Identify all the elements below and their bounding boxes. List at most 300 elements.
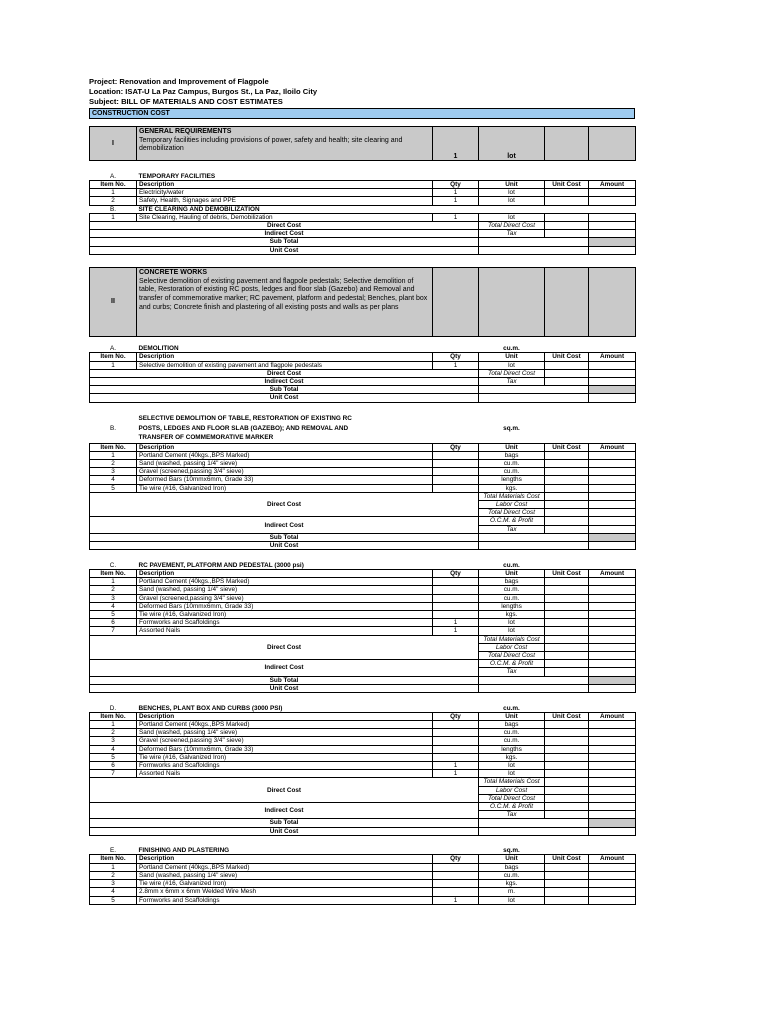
total-direct-cost-label: Total Direct Cost xyxy=(479,369,545,377)
table-row xyxy=(90,246,636,254)
indirect-cost-label: Indirect Cost xyxy=(90,378,479,386)
section-title-row xyxy=(90,847,636,855)
item-unit: lot xyxy=(479,213,545,221)
sub-total-amount xyxy=(589,533,636,541)
item-no: 1 xyxy=(90,361,137,369)
spacer-row xyxy=(90,402,636,414)
item-unit-cost xyxy=(545,594,589,602)
item-unit-cost xyxy=(545,602,589,610)
table-cell xyxy=(589,369,636,377)
table-cell xyxy=(589,127,636,161)
table-cell xyxy=(433,267,479,336)
item-unit-cost xyxy=(545,745,589,753)
spacer-row xyxy=(90,693,636,705)
item-qty xyxy=(433,753,479,761)
item-qty xyxy=(433,594,479,602)
item-description: Tie wire (#16, Galvanized Iron) xyxy=(137,484,433,492)
table-cell xyxy=(589,802,636,810)
section-letter: B. xyxy=(109,424,117,432)
col-unit-cost: Unit Cost xyxy=(545,712,589,720)
item-description: Deformed Bars (10mmx6mm, Grade 33) xyxy=(137,745,433,753)
table-cell xyxy=(589,517,636,525)
table-row xyxy=(90,221,636,229)
project-line: Project: Renovation and Improvement of Flagpole xyxy=(89,77,269,86)
line-item-row xyxy=(90,896,636,904)
item-unit: kgs. xyxy=(479,611,545,619)
col-unit-cost: Unit Cost xyxy=(545,855,589,863)
indirect-cost-label: Indirect Cost xyxy=(90,660,479,676)
tax-label: Tax xyxy=(479,525,545,533)
item-unit: cu.m. xyxy=(479,729,545,737)
table-cell xyxy=(589,205,636,213)
table-cell xyxy=(545,492,589,500)
table-cell xyxy=(589,492,636,500)
cost-table xyxy=(89,119,636,905)
table-cell xyxy=(479,238,589,246)
unit-cost-label: Unit Cost xyxy=(90,827,479,835)
table-row xyxy=(90,517,636,525)
part-qty: 1 xyxy=(433,127,479,161)
col-unit-cost: Unit Cost xyxy=(545,569,589,577)
part-unit: lot xyxy=(479,127,545,161)
sub-total-amount xyxy=(589,386,636,394)
item-unit-cost xyxy=(545,361,589,369)
table-cell xyxy=(589,684,636,692)
item-amount xyxy=(589,753,636,761)
table-cell xyxy=(589,246,636,254)
section-title-row xyxy=(90,345,636,353)
section-title-row xyxy=(90,562,636,570)
table-cell xyxy=(545,509,589,517)
line-item-row xyxy=(90,611,636,619)
item-amount xyxy=(589,745,636,753)
item-unit: kgs. xyxy=(479,484,545,492)
section-unit: cu.m. xyxy=(503,345,520,353)
table-cell xyxy=(479,676,589,684)
col-item-no: Item No. xyxy=(90,443,137,451)
table-cell xyxy=(589,668,636,676)
item-qty xyxy=(433,476,479,484)
item-amount xyxy=(589,888,636,896)
item-qty xyxy=(433,729,479,737)
line-item-row xyxy=(90,361,636,369)
col-unit-cost: Unit Cost xyxy=(545,180,589,188)
direct-cost-label: Direct Cost xyxy=(90,635,479,660)
col-description: Description xyxy=(137,353,433,361)
item-qty: 1 xyxy=(433,627,479,635)
col-qty: Qty xyxy=(433,443,479,451)
table-cell xyxy=(545,127,589,161)
table-cell xyxy=(545,562,589,570)
item-unit: lot xyxy=(479,361,545,369)
section-letter: E. xyxy=(109,847,117,855)
section-unit: cu.m. xyxy=(503,704,520,712)
item-unit-cost xyxy=(545,627,589,635)
item-description: Portland Cement (40kgs.,BPS Marked) xyxy=(137,578,433,586)
section-unit xyxy=(479,173,545,181)
line-item-row xyxy=(90,451,636,459)
line-item-row xyxy=(90,770,636,778)
line-item-row xyxy=(90,888,636,896)
table-row xyxy=(90,378,636,386)
table-cell xyxy=(589,778,636,786)
item-unit-cost xyxy=(545,619,589,627)
section-letter: A. xyxy=(109,172,117,180)
table-cell xyxy=(545,668,589,676)
item-no: 2 xyxy=(90,871,137,879)
table-cell xyxy=(545,802,589,810)
item-unit: lot xyxy=(479,197,545,205)
item-amount xyxy=(589,619,636,627)
line-item-row xyxy=(90,761,636,769)
spacer-row xyxy=(90,161,636,173)
item-no: 5 xyxy=(90,896,137,904)
item-qty: 1 xyxy=(433,770,479,778)
item-unit-cost xyxy=(545,737,589,745)
table-cell xyxy=(545,705,589,713)
item-description: Sand (washed, passing 1/4" sieve) xyxy=(137,460,433,468)
item-unit: kgs. xyxy=(479,880,545,888)
item-no: 5 xyxy=(90,484,137,492)
table-cell xyxy=(545,345,589,353)
item-unit-cost xyxy=(545,611,589,619)
item-amount xyxy=(589,611,636,619)
part-text: Selective demolition of existing pavement and flagpole pedestals; Selective demolition of table, Restoration of existing RC posts, ledges and floor slab (Gazebo) and Removal and transfer of commemorative marker; RC pavement, platform and pedestal; Benches, plant box and curbs; Concrete finish and plastering of all existing posts and walls as per plans xyxy=(139,277,428,311)
table-cell xyxy=(545,230,589,238)
col-qty: Qty xyxy=(433,855,479,863)
item-unit: bags xyxy=(479,863,545,871)
table-cell xyxy=(479,386,589,394)
table-cell xyxy=(589,230,636,238)
col-description: Description xyxy=(137,855,433,863)
sub-total-label: Sub Total xyxy=(90,386,479,394)
indirect-cost-label: Indirect Cost xyxy=(90,517,479,533)
ocm-profit-label: O.C.M. & Profit xyxy=(479,517,545,525)
table-row xyxy=(90,533,636,541)
total-materials-cost-label: Total Materials Cost xyxy=(479,778,545,786)
item-unit-cost xyxy=(545,880,589,888)
table-cell xyxy=(589,414,636,443)
item-amount xyxy=(589,460,636,468)
item-qty: 1 xyxy=(433,896,479,904)
table-cell xyxy=(479,394,589,402)
item-description: Tie wire (#16, Galvanized Iron) xyxy=(137,753,433,761)
item-amount xyxy=(589,476,636,484)
table-cell xyxy=(589,635,636,643)
column-header-row xyxy=(90,353,636,361)
line-item-row xyxy=(90,880,636,888)
table-cell xyxy=(545,414,589,443)
item-qty xyxy=(433,720,479,728)
item-unit-cost xyxy=(545,871,589,879)
item-unit: m. xyxy=(479,888,545,896)
table-cell xyxy=(589,847,636,855)
part-title: CONCRETE WORKS xyxy=(139,268,208,276)
line-item-row xyxy=(90,720,636,728)
table-cell xyxy=(589,542,636,550)
item-no: 3 xyxy=(90,737,137,745)
item-unit: lot xyxy=(479,761,545,769)
col-unit: Unit xyxy=(479,569,545,577)
item-description: Deformed Bars (10mmx6mm, Grade 33) xyxy=(137,602,433,610)
line-item-row xyxy=(90,619,636,627)
item-unit-cost xyxy=(545,578,589,586)
unit-cost-label: Unit Cost xyxy=(90,684,479,692)
table-cell xyxy=(545,378,589,386)
item-description: Gravel (screened,passing 3/4" sieve) xyxy=(137,468,433,476)
line-item-row xyxy=(90,197,636,205)
labor-cost-label: Labor Cost xyxy=(479,643,545,651)
item-no: 1 xyxy=(90,213,137,221)
part-numeral: II xyxy=(90,267,137,336)
col-unit: Unit xyxy=(479,855,545,863)
item-qty xyxy=(433,871,479,879)
table-row xyxy=(90,492,636,500)
table-cell xyxy=(589,643,636,651)
item-description: Formworks and Scaffoldings xyxy=(137,896,433,904)
indirect-cost-label: Indirect Cost xyxy=(90,230,479,238)
table-cell xyxy=(545,660,589,668)
item-amount xyxy=(589,602,636,610)
unit-cost-label: Unit Cost xyxy=(90,542,479,550)
item-amount xyxy=(589,720,636,728)
col-item-no: Item No. xyxy=(90,855,137,863)
item-description: 2.8mm x 6mm x 6mm Welded Wire Mesh xyxy=(137,888,433,896)
table-cell xyxy=(545,517,589,525)
table-cell xyxy=(589,394,636,402)
direct-cost-label: Direct Cost xyxy=(90,221,479,229)
section-title: DEMOLITION xyxy=(138,345,179,353)
table-row xyxy=(90,660,636,668)
item-qty xyxy=(433,578,479,586)
item-unit-cost xyxy=(545,770,589,778)
table-cell xyxy=(545,501,589,509)
part-description xyxy=(137,267,433,336)
line-item-row xyxy=(90,627,636,635)
table-row xyxy=(90,802,636,810)
item-no: 3 xyxy=(90,468,137,476)
section-unit xyxy=(479,205,545,213)
col-description: Description xyxy=(137,180,433,188)
col-qty: Qty xyxy=(433,353,479,361)
item-qty: 1 xyxy=(433,189,479,197)
table-cell xyxy=(589,786,636,794)
tax-label: Tax xyxy=(479,668,545,676)
item-amount xyxy=(589,586,636,594)
item-amount xyxy=(589,896,636,904)
indirect-cost-label: Indirect Cost xyxy=(90,802,479,818)
item-no: 4 xyxy=(90,476,137,484)
table-cell xyxy=(545,778,589,786)
item-unit: lengths xyxy=(479,745,545,753)
sub-total-amount xyxy=(589,819,636,827)
item-unit: bags xyxy=(479,451,545,459)
item-description: Portland Cement (40kgs.,BPS Marked) xyxy=(137,451,433,459)
table-row xyxy=(90,230,636,238)
line-item-row xyxy=(90,213,636,221)
total-direct-cost-label: Total Direct Cost xyxy=(479,794,545,802)
col-amount: Amount xyxy=(589,712,636,720)
line-item-row xyxy=(90,484,636,492)
item-amount xyxy=(589,189,636,197)
item-unit-cost xyxy=(545,720,589,728)
item-unit-cost xyxy=(545,213,589,221)
part-title: GENERAL REQUIREMENTS xyxy=(139,128,232,136)
item-unit: cu.m. xyxy=(479,871,545,879)
item-unit: cu.m. xyxy=(479,468,545,476)
col-item-no: Item No. xyxy=(90,569,137,577)
part-row xyxy=(90,267,636,336)
total-direct-cost-label: Total Direct Cost xyxy=(479,509,545,517)
item-qty xyxy=(433,888,479,896)
total-materials-cost-label: Total Materials Cost xyxy=(479,635,545,643)
col-unit: Unit xyxy=(479,353,545,361)
line-item-row xyxy=(90,871,636,879)
section-unit: sq.m. xyxy=(503,424,520,432)
table-cell xyxy=(589,525,636,533)
section-letter: A. xyxy=(109,345,117,353)
col-amount: Amount xyxy=(589,180,636,188)
item-description: Site Clearing, Hauling of debris, Demobilization xyxy=(137,213,433,221)
tax-label: Tax xyxy=(479,230,545,238)
item-no: 5 xyxy=(90,753,137,761)
section-letter: C. xyxy=(109,561,117,569)
col-unit-cost: Unit Cost xyxy=(545,443,589,451)
item-unit: lot xyxy=(479,627,545,635)
table-row xyxy=(90,778,636,786)
item-qty xyxy=(433,468,479,476)
bill-of-materials-sheet xyxy=(89,77,635,905)
item-description: Assorted Nails xyxy=(137,627,433,635)
section-title: BENCHES, PLANT BOX AND CURBS (3000 PSI) xyxy=(138,704,283,712)
table-cell xyxy=(589,221,636,229)
item-amount xyxy=(589,468,636,476)
item-unit-cost xyxy=(545,484,589,492)
col-qty: Qty xyxy=(433,180,479,188)
item-description: Sand (washed, passing 1/4" sieve) xyxy=(137,586,433,594)
table-row xyxy=(90,676,636,684)
spacer-row xyxy=(90,254,636,267)
unit-cost-label: Unit Cost xyxy=(90,246,479,254)
item-no: 5 xyxy=(90,611,137,619)
location-line: Location: ISAT-U La Paz Campus, Burgos St., La Paz, Iloilo City xyxy=(89,87,318,96)
table-cell xyxy=(545,267,589,336)
table-cell xyxy=(479,542,589,550)
sub-total-label: Sub Total xyxy=(90,533,479,541)
line-item-row xyxy=(90,189,636,197)
item-description: Tie wire (#16, Galvanized Iron) xyxy=(137,611,433,619)
col-amount: Amount xyxy=(589,855,636,863)
ocm-profit-label: O.C.M. & Profit xyxy=(479,802,545,810)
table-cell xyxy=(545,811,589,819)
line-item-row xyxy=(90,863,636,871)
item-qty: 1 xyxy=(433,361,479,369)
spacer xyxy=(90,119,636,127)
line-item-row xyxy=(90,737,636,745)
item-description: Assorted Nails xyxy=(137,770,433,778)
table-cell xyxy=(545,205,589,213)
labor-cost-label: Labor Cost xyxy=(479,501,545,509)
item-no: 6 xyxy=(90,761,137,769)
item-unit: lot xyxy=(479,896,545,904)
column-header-row xyxy=(90,569,636,577)
item-qty xyxy=(433,863,479,871)
col-description: Description xyxy=(137,712,433,720)
table-cell xyxy=(589,827,636,835)
section-letter: D. xyxy=(109,704,117,712)
spacer xyxy=(90,835,636,847)
section-title-row xyxy=(90,173,636,181)
table-row xyxy=(90,369,636,377)
item-no: 1 xyxy=(90,720,137,728)
unit-cost-label: Unit Cost xyxy=(90,394,479,402)
item-unit-cost xyxy=(545,753,589,761)
line-item-row xyxy=(90,468,636,476)
col-amount: Amount xyxy=(589,353,636,361)
item-no: 7 xyxy=(90,770,137,778)
col-item-no: Item No. xyxy=(90,180,137,188)
col-qty: Qty xyxy=(433,712,479,720)
item-unit: bags xyxy=(479,578,545,586)
item-no: 7 xyxy=(90,627,137,635)
sub-total-amount xyxy=(589,676,636,684)
item-unit: cu.m. xyxy=(479,737,545,745)
item-no: 2 xyxy=(90,729,137,737)
item-no: 1 xyxy=(90,189,137,197)
col-unit-cost: Unit Cost xyxy=(545,353,589,361)
item-amount xyxy=(589,627,636,635)
item-amount xyxy=(589,729,636,737)
ocm-profit-label: O.C.M. & Profit xyxy=(479,660,545,668)
item-unit-cost xyxy=(545,729,589,737)
total-direct-cost-label: Total Direct Cost xyxy=(479,221,545,229)
total-materials-cost-label: Total Materials Cost xyxy=(479,492,545,500)
section-title-line: TRANSFER OF COMMEMORATIVE MARKER xyxy=(138,434,274,442)
item-description: Formworks and Scaffoldings xyxy=(137,761,433,769)
item-unit-cost xyxy=(545,460,589,468)
item-description: Safety, Health, Signages and PPE xyxy=(137,197,433,205)
table-cell xyxy=(545,369,589,377)
item-unit-cost xyxy=(545,476,589,484)
table-cell xyxy=(479,819,589,827)
spacer xyxy=(90,402,636,414)
item-qty xyxy=(433,737,479,745)
item-amount xyxy=(589,213,636,221)
section-title: RC PAVEMENT, PLATFORM AND PEDESTAL (3000 psi) xyxy=(138,561,304,569)
col-unit: Unit xyxy=(479,180,545,188)
col-item-no: Item No. xyxy=(90,353,137,361)
item-qty xyxy=(433,451,479,459)
item-qty xyxy=(433,460,479,468)
item-no: 2 xyxy=(90,197,137,205)
column-header-row xyxy=(90,855,636,863)
table-cell xyxy=(589,660,636,668)
table-cell xyxy=(589,173,636,181)
item-description: Selective demolition of existing pavement and flagpole pedestals xyxy=(137,361,433,369)
table-cell xyxy=(589,811,636,819)
table-cell xyxy=(545,786,589,794)
item-unit: bags xyxy=(479,720,545,728)
table-cell xyxy=(479,827,589,835)
item-amount xyxy=(589,361,636,369)
table-cell xyxy=(589,501,636,509)
part-text: Temporary facilities including provisions of power, safety and health; site clearing and demobilization xyxy=(139,136,403,153)
item-no: 2 xyxy=(90,586,137,594)
line-item-row xyxy=(90,729,636,737)
col-description: Description xyxy=(137,569,433,577)
line-item-row xyxy=(90,753,636,761)
item-amount xyxy=(589,737,636,745)
